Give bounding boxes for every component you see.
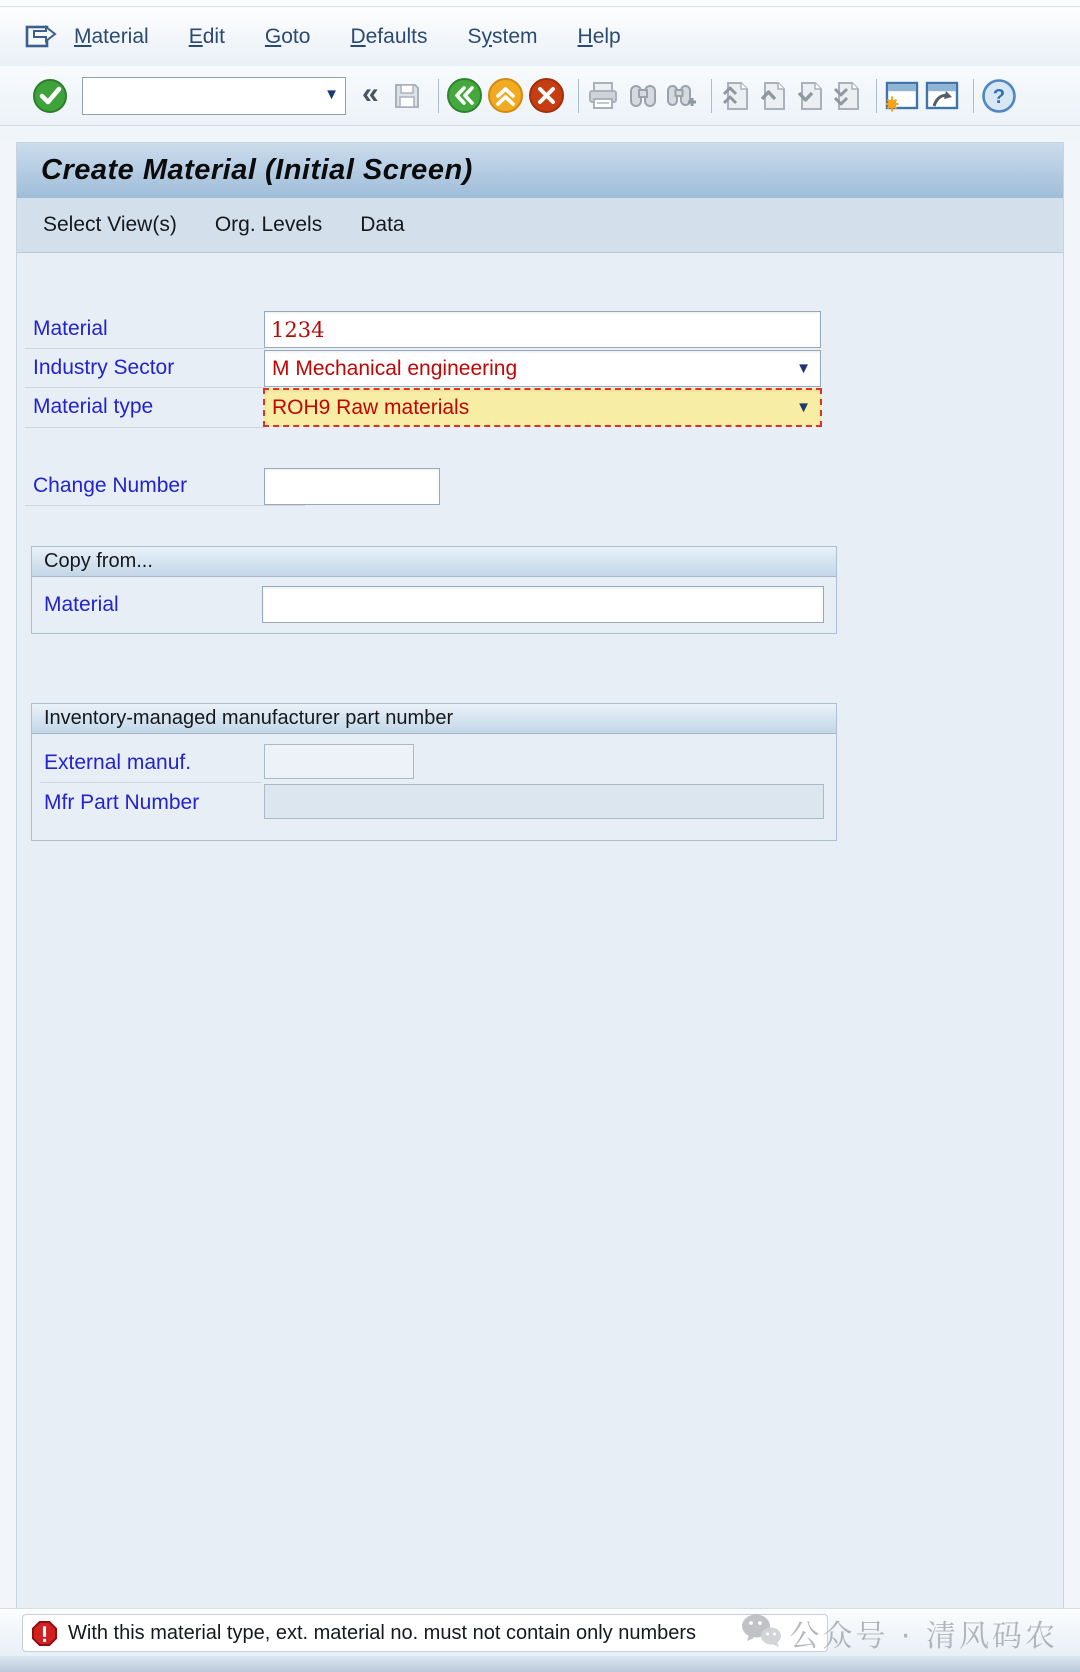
material-input[interactable] [264, 311, 821, 348]
copy-from-header [32, 547, 836, 577]
data-button[interactable]: Data [360, 213, 405, 236]
save-icon[interactable] [391, 80, 423, 112]
mpn-groupbox [31, 703, 837, 841]
print-icon[interactable] [586, 79, 620, 113]
screen-content [17, 253, 1063, 1609]
industry-sector-combobox[interactable] [264, 350, 821, 387]
industry-sector-label: Industry Sector [33, 356, 175, 379]
mfr-part-number-input[interactable] [264, 784, 824, 819]
menu-help[interactable]: Help [577, 24, 621, 48]
row-separator [40, 782, 262, 783]
change-number-input[interactable] [264, 468, 440, 505]
menu-goto[interactable]: Goto [264, 24, 311, 48]
copy-from-groupbox [31, 546, 837, 634]
command-dropdown-icon[interactable]: ▼ [324, 85, 339, 103]
copy-from-material-label: Material [44, 593, 119, 616]
watermark-text: 公众号 · 清风码农 [789, 1619, 1058, 1654]
mfr-part-number-label: Mfr Part Number [44, 791, 200, 814]
status-message-text: With this material type, ext. material no. must not contain only numbers [68, 1621, 697, 1644]
row-separator [25, 427, 265, 428]
application-toolbar [17, 198, 1063, 253]
copy-from-title: Copy from... [44, 550, 153, 572]
row-separator [25, 387, 265, 388]
find-icon[interactable] [626, 79, 660, 113]
enter-icon[interactable] [32, 78, 68, 114]
external-manuf-input[interactable] [264, 744, 414, 779]
command-input[interactable] [87, 80, 317, 112]
material-type-value: ROH9 Raw materials [272, 395, 470, 419]
create-shortcut-icon[interactable] [924, 79, 960, 113]
industry-sector-value: M Mechanical engineering [272, 356, 518, 380]
menu-bar [0, 7, 1080, 67]
row-separator [25, 505, 305, 506]
page-down-icon[interactable] [793, 79, 826, 113]
copy-from-material-input[interactable] [262, 586, 824, 623]
material-type-label: Material type [33, 395, 154, 418]
page-up-icon[interactable] [756, 79, 789, 113]
menu-edit[interactable]: Edit [188, 24, 225, 48]
standard-toolbar [0, 66, 1080, 126]
material-type-combobox[interactable] [263, 388, 822, 427]
find-next-icon[interactable] [664, 79, 698, 113]
help-icon[interactable] [981, 78, 1017, 114]
page-title: Create Material (Initial Screen) [41, 154, 473, 186]
back-icon[interactable] [446, 77, 483, 114]
exit-icon[interactable] [487, 77, 524, 114]
cancel-icon[interactable] [528, 77, 565, 114]
mpn-title: Inventory-managed manufacturer part number [44, 707, 454, 729]
menu-material[interactable]: Material [74, 24, 149, 48]
org-levels-button[interactable]: Org. Levels [214, 213, 323, 236]
collapse-toolbar-icon[interactable]: « [362, 76, 379, 110]
last-page-icon[interactable] [830, 79, 863, 113]
select-views-button[interactable]: Select View(s) [43, 213, 177, 236]
wechat-icon [739, 1612, 783, 1655]
screen-exit-icon[interactable] [22, 21, 58, 53]
window-bottom-strip [0, 1656, 1080, 1672]
external-manuf-label: External manuf. [44, 751, 192, 774]
menu-system[interactable]: System [467, 24, 538, 48]
screen-title-bar [17, 143, 1063, 199]
toolbar-separator [711, 79, 712, 113]
command-field [82, 77, 346, 115]
toolbar-separator [578, 79, 579, 113]
material-type-dropdown-icon[interactable]: ▼ [796, 399, 811, 416]
screen-panel [16, 142, 1064, 1608]
change-number-label: Change Number [33, 474, 188, 497]
watermark [739, 1609, 1058, 1657]
window-top-strip [0, 0, 1080, 7]
toolbar-separator [973, 79, 974, 113]
window-gap [0, 126, 1080, 142]
toolbar-separator [876, 79, 877, 113]
error-icon [31, 1620, 58, 1647]
toolbar-separator [438, 79, 439, 113]
svg-text:?: ? [992, 85, 1005, 108]
first-page-icon[interactable] [719, 79, 752, 113]
material-label: Material [33, 317, 108, 340]
mpn-header [32, 704, 836, 734]
status-message-box[interactable] [22, 1614, 828, 1652]
new-session-icon[interactable] [884, 79, 920, 113]
menu-items [72, 21, 623, 53]
status-bar [0, 1608, 1080, 1657]
menu-defaults[interactable]: Defaults [350, 24, 428, 48]
industry-sector-dropdown-icon[interactable]: ▼ [796, 360, 811, 377]
row-separator [25, 348, 265, 349]
